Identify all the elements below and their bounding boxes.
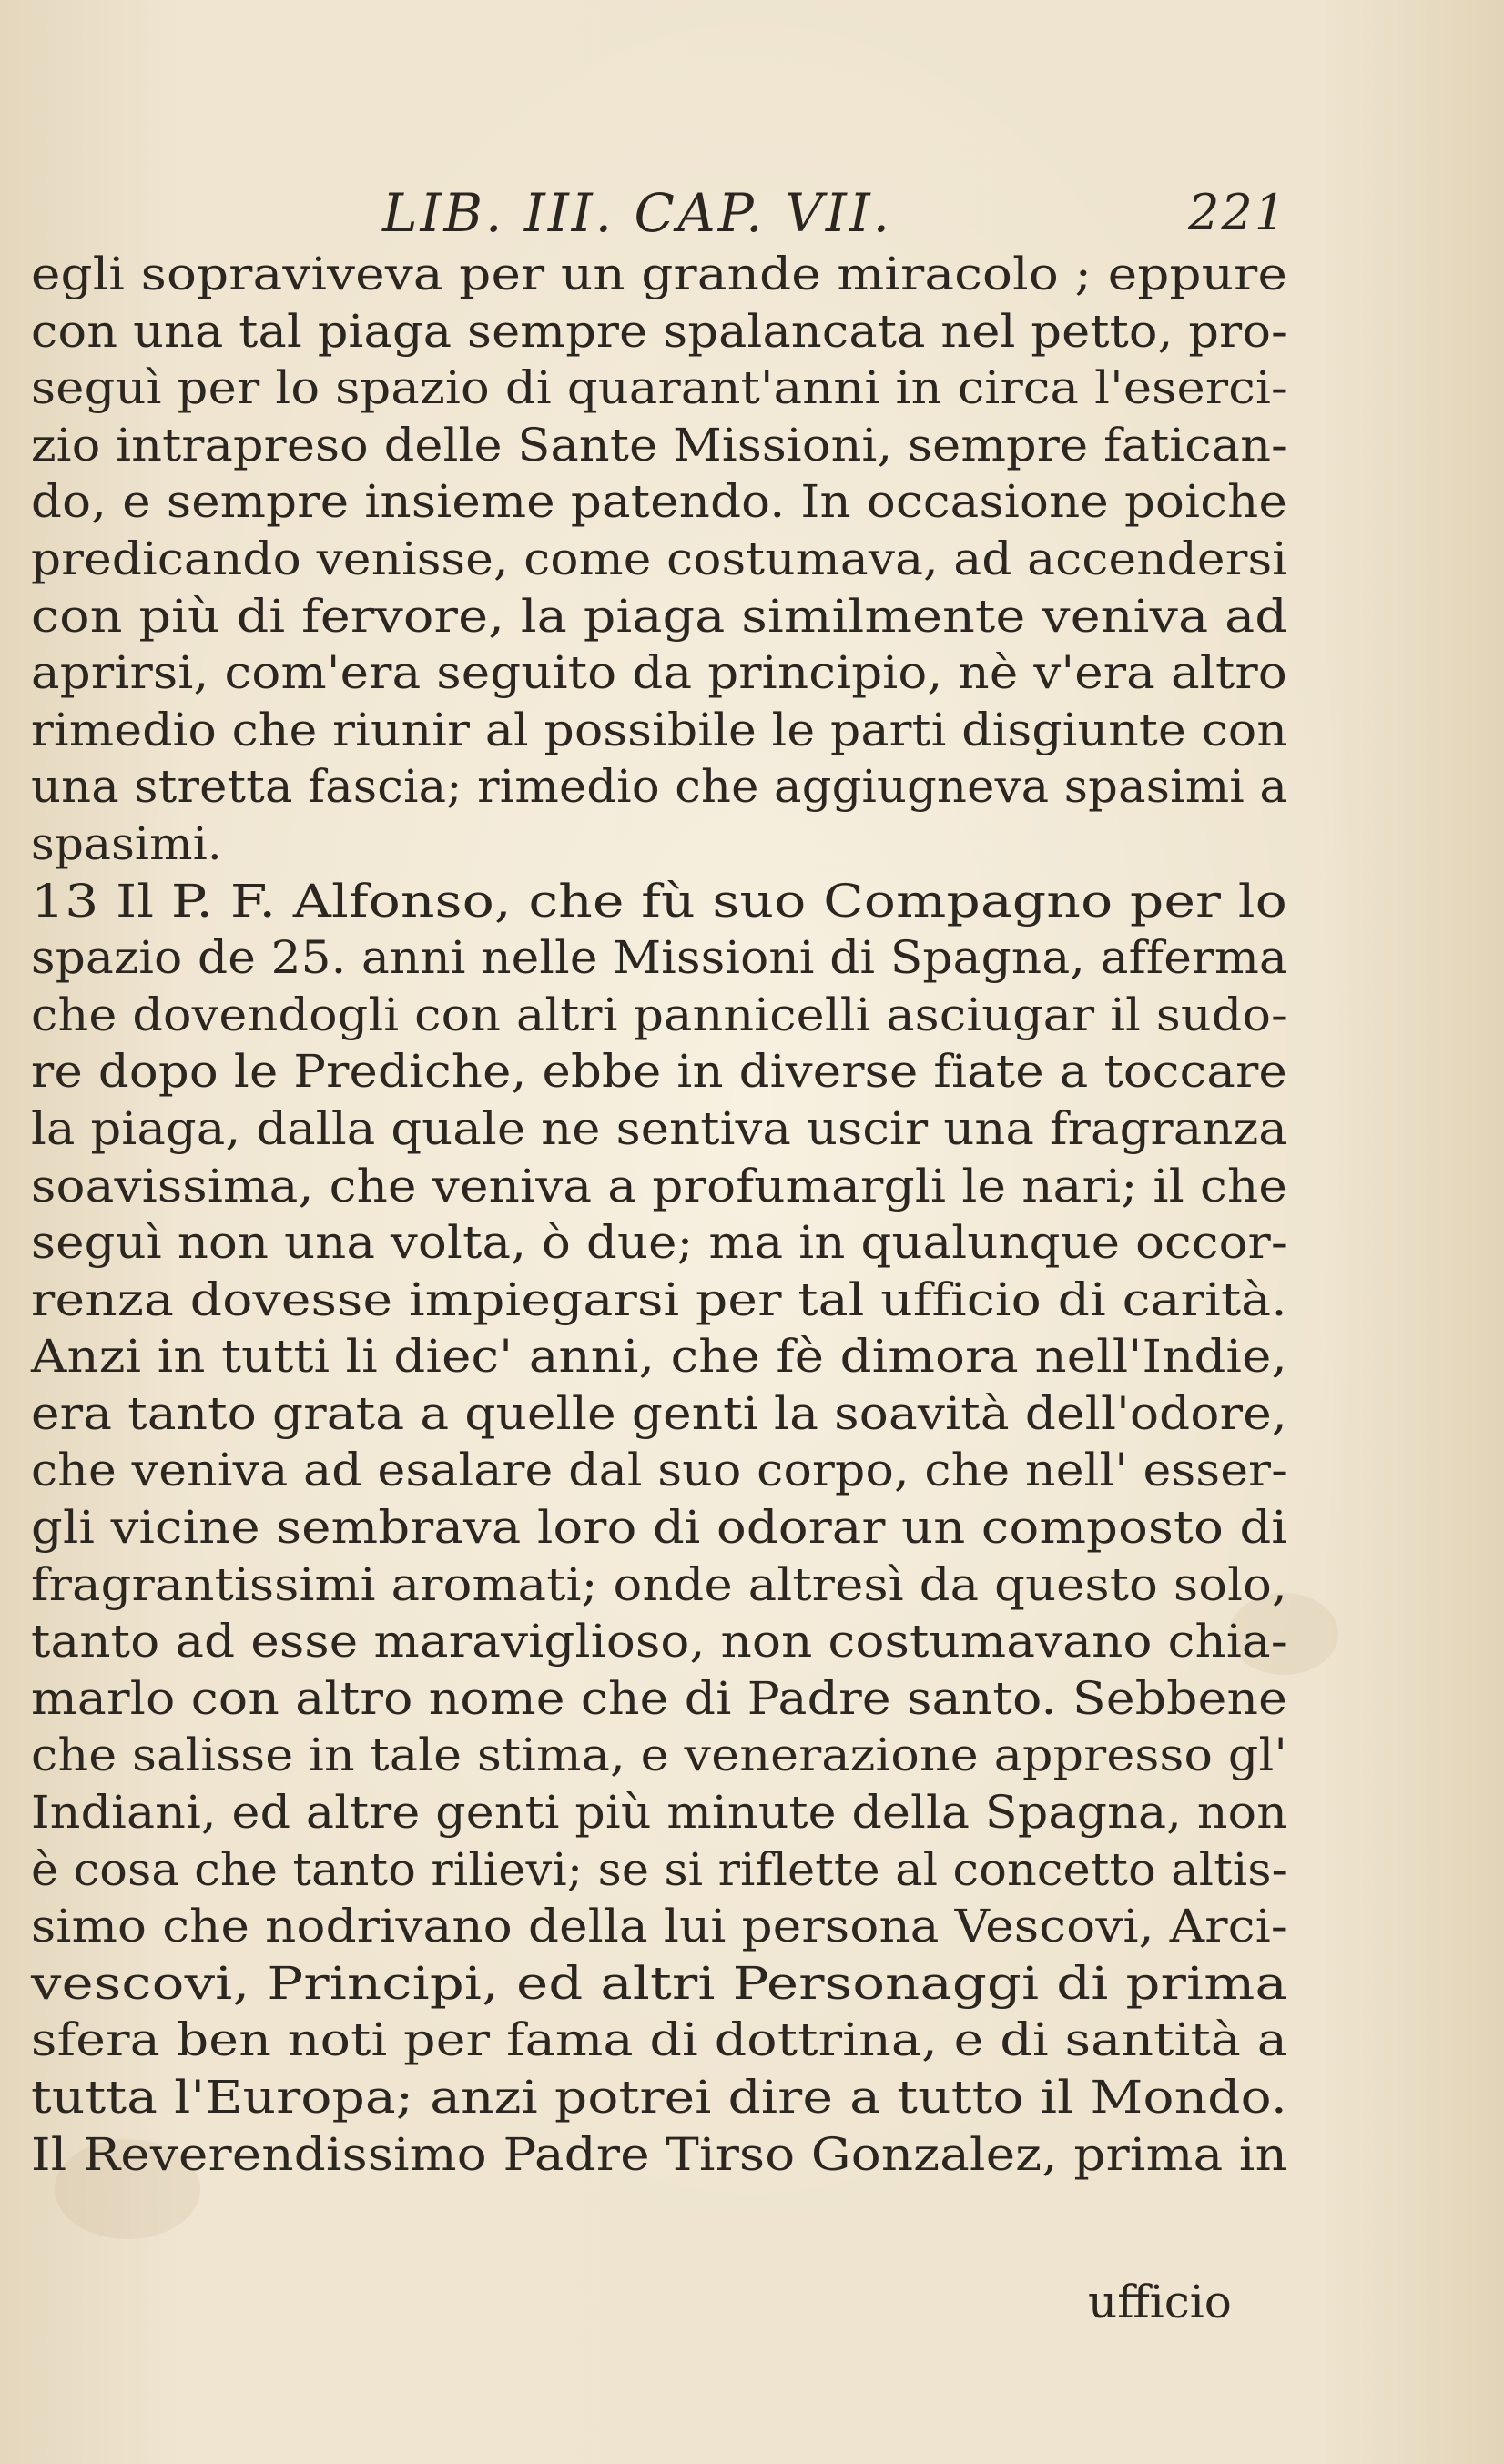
text-line: Il Reverendissimo Padre Tirso Gonzalez, prima in <box>31 2127 1287 2181</box>
page-header <box>0 182 1504 246</box>
text-line: do, e sempre insieme patendo. In occasione poiche <box>31 475 1287 529</box>
text-line: marlo con altro nome che di Padre santo. Sebbene <box>31 1671 1288 1725</box>
text-line: renza dovesse impiegarsi per tal ufficio di carità. <box>31 1273 1287 1326</box>
page-number: 221 <box>1188 184 1288 241</box>
text-line: re dopo le Prediche, ebbe in diverse fiate a toccare <box>31 1045 1287 1099</box>
text-line: la piaga, dalla quale ne sentiva uscir una fragranza <box>31 1101 1287 1155</box>
body-text <box>31 246 1306 2183</box>
text-line: seguì non una volta, ò due; ma in qualunque occor- <box>31 1216 1287 1270</box>
text-line: 13 Il P. F. Alfonso, che fù suo Compagno per lo <box>31 874 1287 928</box>
text-line: sfera ben noti per fama di dottrina, e di santità a <box>31 2013 1287 2067</box>
text-line: una stretta fascia; rimedio che aggiugneva spasimi a <box>31 760 1287 814</box>
text-line: con più di fervore, la piaga similmente veniva ad <box>31 589 1287 643</box>
text-line: simo che nodrivano della lui persona Vescovi, Arci- <box>31 1900 1287 1953</box>
text-line: Indiani, ed altre genti più minute della Spagna, non <box>31 1786 1287 1840</box>
text-line: che dovendogli con altri pannicelli asciugar il sudo- <box>31 988 1287 1041</box>
text-line: tanto ad esse maraviglioso, non costumavano chia- <box>31 1615 1287 1668</box>
text-line: fragrantissimi aromati; onde altresì da questo solo, <box>31 1557 1287 1611</box>
text-line: gli vicine sembrava loro di odorar un composto di <box>31 1501 1287 1555</box>
running-title: LIB. III. CAP. VII. <box>382 182 893 244</box>
text-line: aprirsi, com'era seguito da principio, nè v'era altro <box>31 646 1287 700</box>
text-line: con una tal piaga sempre spalancata nel petto, pro- <box>31 304 1287 358</box>
text-line: tutta l'Europa; anzi potrei dire a tutto il Mondo. <box>31 2071 1287 2124</box>
text-line: era tanto grata a quelle genti la soavità dell'odore, <box>31 1386 1287 1440</box>
text-line: che salisse in tale stima, e venerazione appresso gl' <box>31 1729 1287 1782</box>
text-line: rimedio che riunir al possibile le parti disgiunte con <box>31 703 1287 756</box>
text-line: predicando venisse, come costumava, ad accendersi <box>31 532 1287 585</box>
text-line: vescovi, Principi, ed altri Personaggi di prima <box>31 1956 1287 2010</box>
text-line: è cosa che tanto rilievi; se si riflette al concetto altis- <box>31 1842 1288 1896</box>
text-line: seguì per lo spazio di quarant'anni in circa l'eserci- <box>31 361 1287 415</box>
text-line: Anzi in tutti li diec' anni, che fè dimora nell'Indie, <box>31 1330 1287 1384</box>
catchword: ufficio <box>1088 2276 1232 2328</box>
text-line: che veniva ad esalare dal suo corpo, che nell' esser- <box>31 1444 1287 1497</box>
text-line: spazio de 25. anni nelle Missioni di Spagna, afferma <box>31 931 1287 985</box>
text-line: spasimi. <box>31 816 223 870</box>
text-line: soavissima, che veniva a profumargli le nari; il che <box>31 1159 1287 1212</box>
text-line: zio intrapreso delle Sante Missioni, sempre fatican- <box>31 418 1287 472</box>
text-line: egli sopraviveva per un grande miracolo ; eppure <box>31 248 1287 300</box>
